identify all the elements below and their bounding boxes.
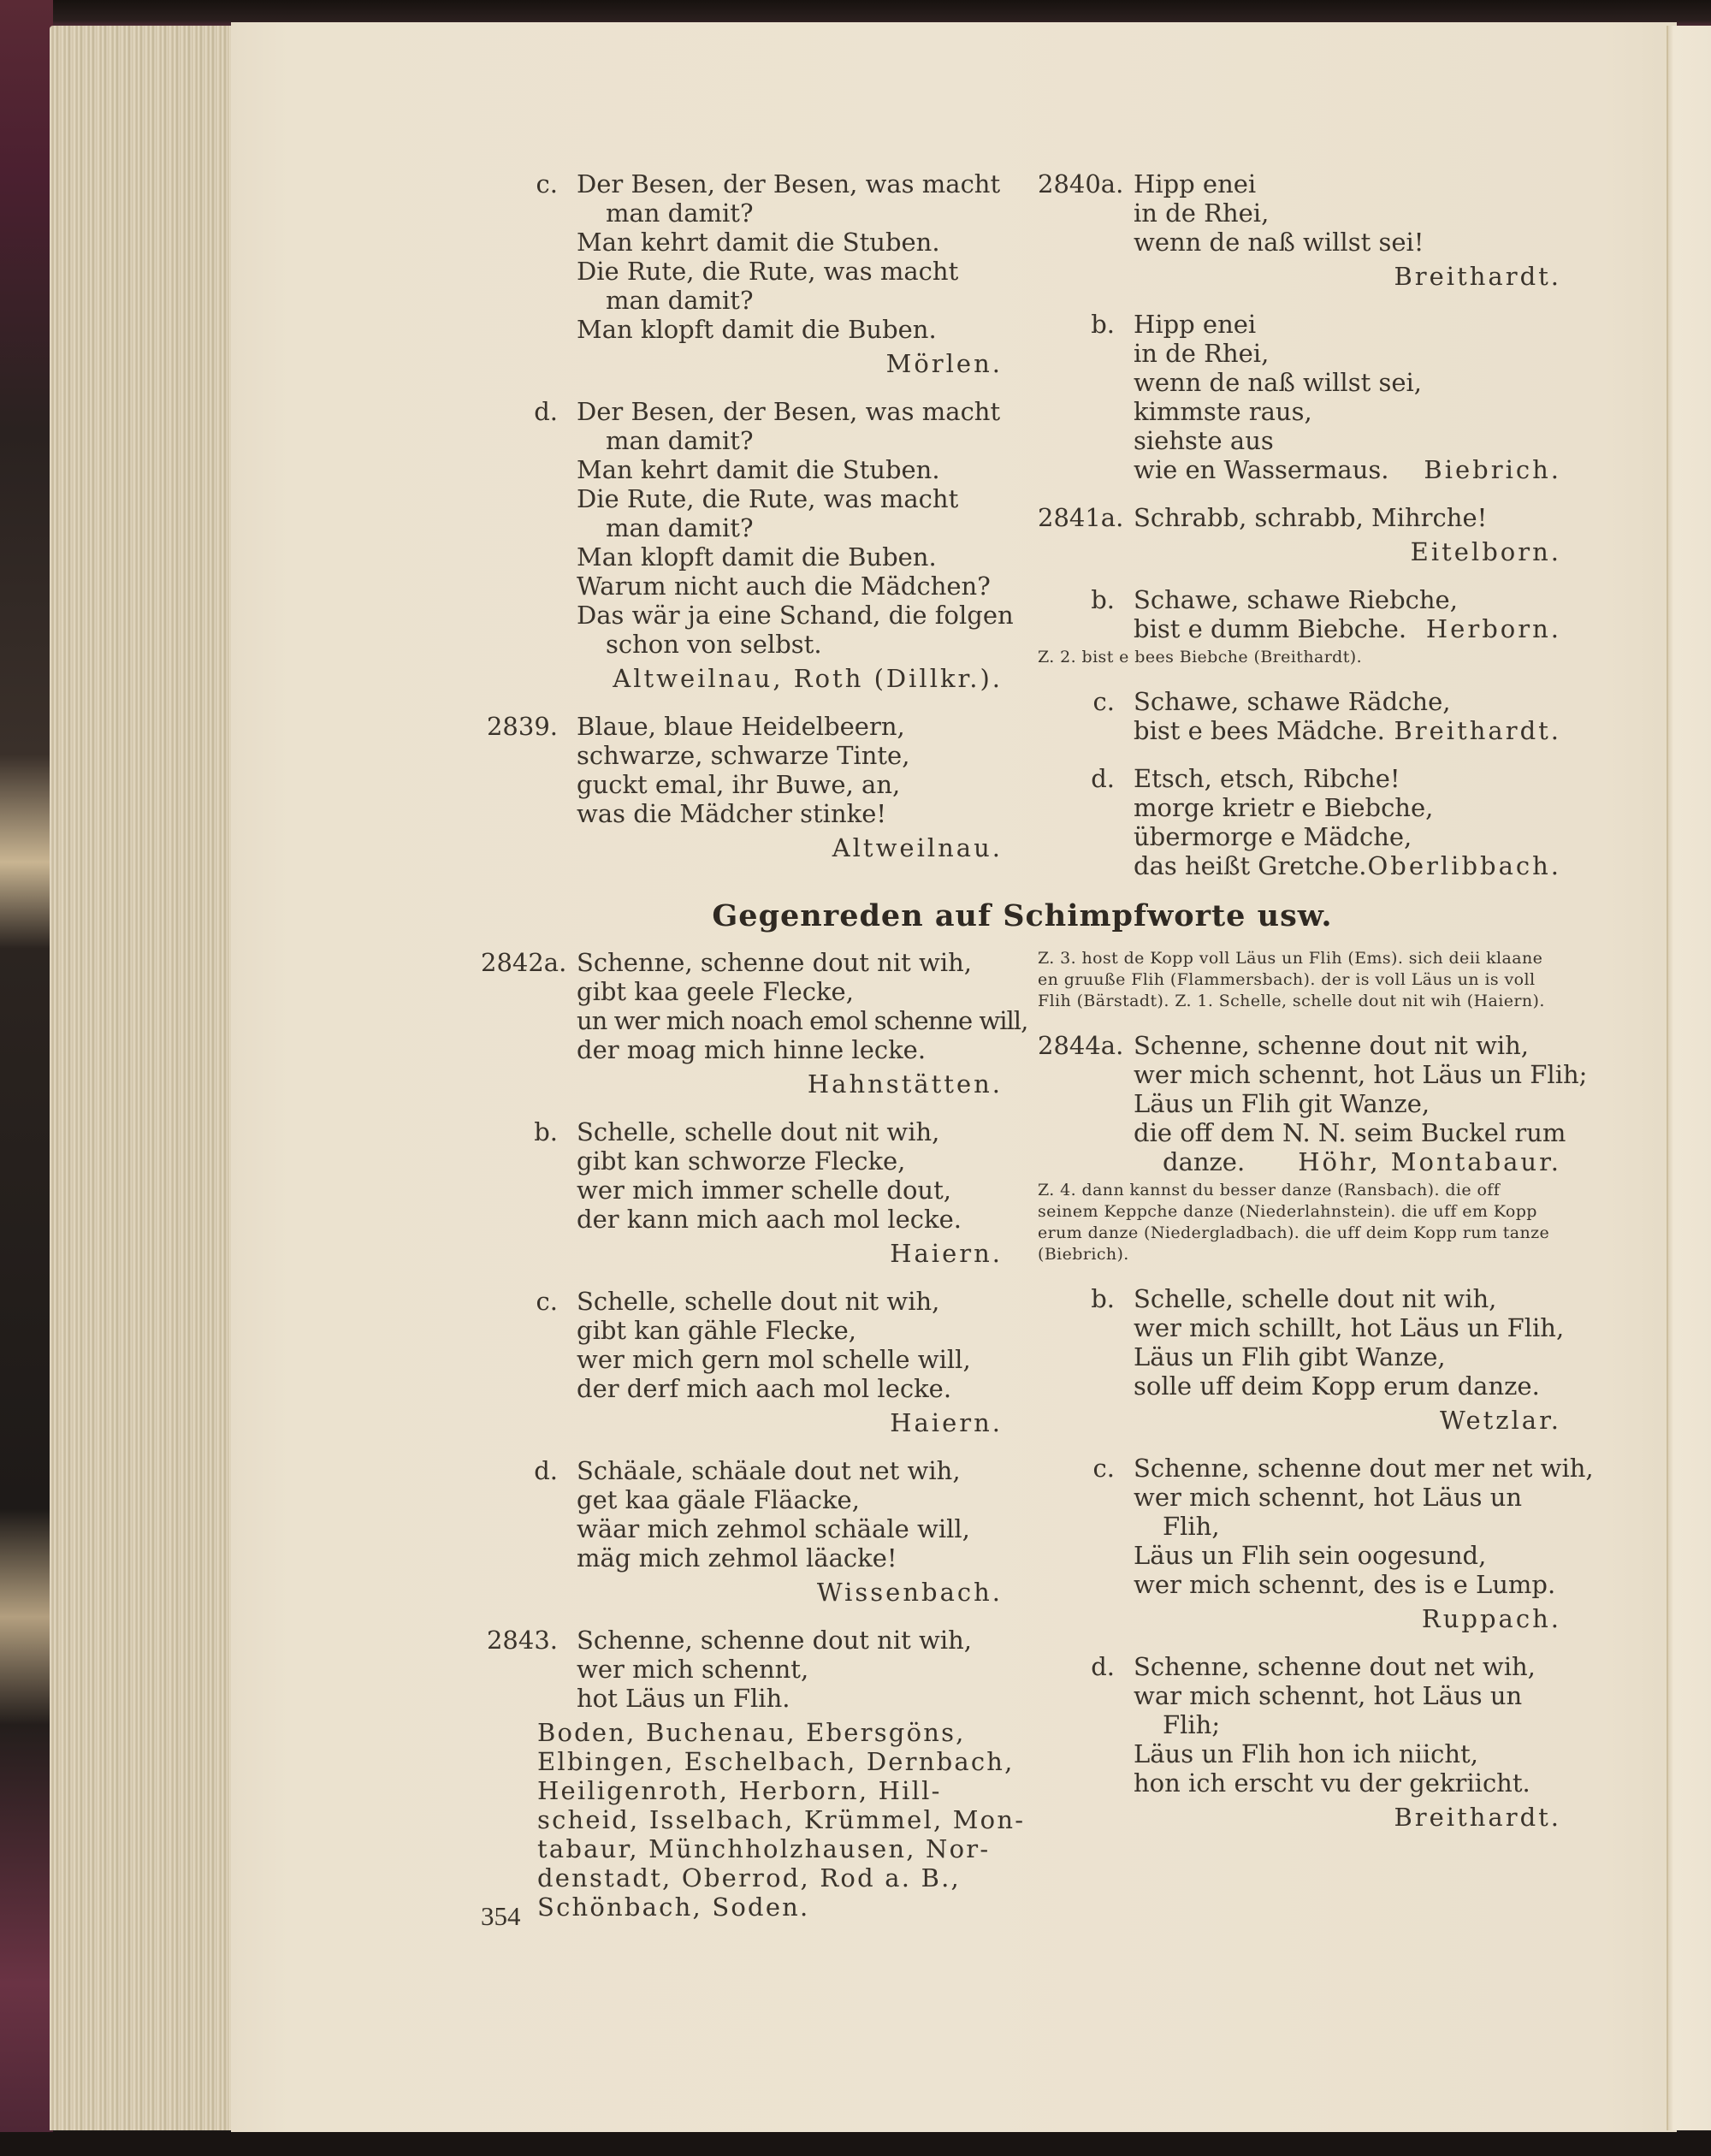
verse-line: guckt emal, ihr Buwe, an, (577, 770, 901, 799)
lower-right-column (1038, 948, 1594, 1851)
verse-line: die off dem N. N. seim Buckel rum (1134, 1118, 1566, 1147)
place-line: Heiligenroth, Herborn, Hill- (537, 1776, 942, 1805)
verse-entry (1038, 310, 1561, 484)
entry-label: d. (534, 397, 558, 426)
source-location: Breithardt. (1394, 716, 1561, 745)
verse-entry (481, 712, 1003, 862)
verse-line: wer mich schennt, (577, 1655, 809, 1684)
entry-number: 2839. (486, 712, 558, 741)
verse-line: Man kehrt damit die Stuben. (577, 455, 940, 484)
source-location: Mörlen. (885, 349, 1003, 378)
source-location: Altweilnau, Roth (Dillkr.). (613, 664, 1003, 693)
verse-line: der kann mich aach mol lecke. (577, 1205, 962, 1234)
verse-line: schwarze, schwarze Tinte, (577, 741, 910, 770)
entry-label: b. (1091, 310, 1115, 339)
verse-line: Man klopft damit die Buben. (577, 315, 937, 344)
verse-line: Schenne, schenne dout nit wih, (1134, 1031, 1529, 1060)
verse-entry (1038, 1031, 1588, 1176)
source-location: Herborn. (1425, 614, 1561, 643)
book-cover-binding (0, 0, 53, 2156)
verse-line: Etsch, etsch, Ribche! (1134, 764, 1400, 793)
variant-note: Z. 2. bist e bees Biebche (Breithardt). (1038, 648, 1363, 666)
verse-entry (1038, 687, 1561, 745)
verse-entry (481, 1456, 1003, 1607)
verse-line: Man klopft damit die Buben. (577, 542, 937, 572)
verse-entry (1038, 169, 1561, 291)
verse-line: mäg mich zehmol läacke! (577, 1543, 897, 1573)
verse-line: wer mich schillt, hot Läus un Flih, (1134, 1313, 1565, 1342)
source-location: Breithardt. (1394, 1803, 1561, 1832)
entry-label: d. (1091, 1652, 1115, 1681)
book-bottom-edge (0, 2132, 1711, 2156)
lower-left-column (481, 948, 1028, 1940)
entry-label: c. (536, 169, 558, 198)
entry-label: b. (1091, 1284, 1115, 1313)
entry-number: 2843. (486, 1626, 558, 1655)
verse-line: übermorge e Mädche, (1134, 822, 1412, 851)
verse-entry (1038, 764, 1561, 880)
verse-line: solle uff deim Kopp erum danze. (1134, 1371, 1540, 1401)
verse-entry (1038, 585, 1561, 643)
verse-line: Schenne, schenne dout mer net wih, (1134, 1454, 1594, 1483)
verse-line: Flih, (1163, 1512, 1220, 1541)
source-location: Höhr, Montabaur. (1298, 1147, 1561, 1176)
entry-number: 2842a. (481, 948, 567, 977)
verse-line: wer mich schennt, hot Läus un (1134, 1483, 1523, 1512)
page-number: 354 (481, 1901, 521, 1931)
entry-number: 2841a. (1038, 503, 1124, 532)
entry-label: c. (536, 1287, 558, 1316)
source-location: Oberlibbach. (1367, 851, 1561, 880)
verse-line: der derf mich aach mol lecke. (577, 1374, 952, 1403)
verse-line: Flih; (1163, 1710, 1221, 1739)
verse-entry (1038, 503, 1561, 566)
verse-line: Läus un Flih sein oogesund, (1134, 1541, 1487, 1570)
verse-line: Schenne, schenne dout nit wih, (577, 1626, 972, 1655)
places-list (537, 1718, 1026, 1922)
verse-entry (481, 1626, 1026, 1922)
verse-line: kimmste raus, (1134, 397, 1312, 426)
verse-entry (481, 169, 1003, 378)
upper-right-column (1038, 169, 1561, 899)
verse-line: Schelle, schelle dout nit wih, (577, 1117, 940, 1146)
verse-line: Schelle, schelle dout nit wih, (1134, 1284, 1497, 1313)
source-location: Eitelborn. (1410, 537, 1561, 566)
verse-entry (481, 397, 1014, 693)
verse-line: Schäale, schäale dout net wih, (577, 1456, 961, 1485)
verse-line: was die Mädcher stinke! (577, 799, 887, 828)
verse-entry (1038, 1652, 1561, 1832)
verse-line: wenn de naß willst sei! (1134, 228, 1424, 257)
verse-line: hot Läus un Flih. (577, 1684, 790, 1713)
verse-line: Hipp enei (1134, 169, 1257, 198)
verse-line: Die Rute, die Rute, was macht (577, 484, 959, 513)
place-line: tabaur, Münchholzhausen, Nor- (537, 1834, 991, 1863)
source-location: Biebrich. (1424, 455, 1561, 484)
verse-line: in de Rhei, (1134, 198, 1270, 228)
entry-number: 2840a. (1038, 169, 1124, 198)
verse-entry (481, 1287, 1003, 1437)
place-line: Boden, Buchenau, Ebersgöns, (537, 1718, 966, 1747)
verse-line: un wer mich noach emol schenne will, (577, 1006, 1028, 1035)
entry-label: d. (534, 1456, 558, 1485)
verse-line: Schenne, schenne dout net wih, (1134, 1652, 1536, 1681)
source-location: Haiern. (890, 1408, 1003, 1437)
entry-label: c. (1092, 687, 1115, 716)
verse-line: wer mich schennt, hot Läus un Flih; (1134, 1060, 1588, 1089)
source-location: Wetzlar. (1440, 1406, 1561, 1435)
entry-label: b. (1091, 585, 1115, 614)
variant-note: Z. 3. host de Kopp voll Läus un Flih (Ems). sich deii klaane en gruuße Flih (Flammersbach). der is voll Läus un is voll Flih (Bärstadt). Z. 1. Schelle, schelle dout nit wih (Haiern). (1038, 949, 1545, 1010)
entry-number: 2844a. (1038, 1031, 1124, 1060)
entry-label: c. (1092, 1454, 1115, 1483)
verse-line: wenn de naß willst sei, (1134, 368, 1422, 397)
verse-line: Blaue, blaue Heidelbeern, (577, 712, 905, 741)
variant-note: Z. 4. dann kannst du besser danze (Ransbach). die off seinem Keppche danze (Niederlahnstein). die uff em Kopp erum danze (Niedergladbach). die uff deim Kopp rum tanze (Biebrich). (1038, 1181, 1550, 1264)
verse-line: man damit? (606, 286, 754, 315)
source-location: Breithardt. (1394, 262, 1561, 291)
verse-line: Man kehrt damit die Stuben. (577, 228, 940, 257)
entry-label: b. (534, 1117, 558, 1146)
verse-line: Schawe, schawe Riebche, (1134, 585, 1458, 614)
verse-line: man damit? (606, 513, 754, 542)
verse-line: war mich schennt, hot Läus un (1134, 1681, 1523, 1710)
verse-line: siehste aus (1134, 426, 1274, 455)
verse-entry (481, 948, 1028, 1099)
verse-line: in de Rhei, (1134, 339, 1270, 368)
place-line: denstadt, Oberrod, Rod a. B., (537, 1863, 961, 1892)
verse-line: der moag mich hinne lecke. (577, 1035, 927, 1064)
source-location: Ruppach. (1421, 1604, 1561, 1633)
verse-line: wer mich schennt, des is e Lump. (1134, 1570, 1556, 1599)
entry-label: d. (1091, 764, 1115, 793)
verse-line: gibt kan schworze Flecke, (577, 1146, 906, 1176)
verse-line: bist e bees Mädche. (1134, 716, 1385, 745)
source-location: Altweilnau. (832, 833, 1003, 862)
verse-line: hon ich erscht vu der gekriicht. (1134, 1768, 1530, 1798)
verse-line: Schawe, schawe Rädche, (1134, 687, 1451, 716)
verse-line: Läus un Flih hon ich niicht, (1134, 1739, 1478, 1768)
source-location: Hahnstätten. (807, 1069, 1003, 1099)
verse-line: Hipp enei (1134, 310, 1257, 339)
verse-line: Schrabb, schrabb, Mihrche! (1134, 503, 1488, 532)
verse-line: Warum nicht auch die Mädchen? (577, 572, 991, 601)
verse-line: man damit? (606, 426, 754, 455)
verse-line: Das wär ja eine Schand, die folgen (577, 601, 1014, 630)
verse-line: gibt kan gähle Flecke, (577, 1316, 856, 1345)
page-stack-edge (50, 26, 240, 2130)
verse-line: get kaa gäale Fläacke, (577, 1485, 860, 1514)
verse-line: Die Rute, die Rute, was macht (577, 257, 959, 286)
section-heading: Gegenreden auf Schimpfworte usw. (712, 898, 1333, 933)
place-line: scheid, Isselbach, Krümmel, Mon- (537, 1805, 1026, 1834)
upper-left-column (481, 169, 1014, 881)
verse-line: Schelle, schelle dout nit wih, (577, 1287, 940, 1316)
verse-line: schon von selbst. (606, 630, 822, 659)
verse-entry (1038, 1454, 1594, 1633)
verse-line: danze. (1163, 1147, 1246, 1176)
place-line: Elbingen, Eschelbach, Dernbach, (537, 1747, 1015, 1776)
verse-line: bist e dumm Biebche. (1134, 614, 1407, 643)
verse-line: wäar mich zehmol schäale will, (577, 1514, 970, 1543)
verse-line: morge krietr e Biebche, (1134, 793, 1434, 822)
verse-line: Läus un Flih gibt Wanze, (1134, 1342, 1446, 1371)
verse-line: wer mich immer schelle dout, (577, 1176, 951, 1205)
verse-line: Der Besen, der Besen, was macht (577, 169, 1001, 198)
verse-line: gibt kaa geele Flecke, (577, 977, 854, 1006)
source-location: Wissenbach. (816, 1578, 1003, 1607)
verse-line: wer mich gern mol schelle will, (577, 1345, 971, 1374)
verse-line: Läus un Flih git Wanze, (1134, 1089, 1430, 1118)
verse-line: Der Besen, der Besen, was macht (577, 397, 1001, 426)
place-line: Schönbach, Soden. (537, 1892, 810, 1922)
source-location: Haiern. (890, 1239, 1003, 1268)
verse-line: wie en Wassermaus. (1134, 455, 1389, 484)
verse-line: das heißt Gretche. (1134, 851, 1367, 880)
verse-line: man damit? (606, 198, 754, 228)
verse-line: Schenne, schenne dout nit wih, (577, 948, 972, 977)
book-gutter (1667, 26, 1711, 2130)
verse-entry (481, 1117, 1003, 1268)
verse-entry (1038, 1284, 1565, 1435)
